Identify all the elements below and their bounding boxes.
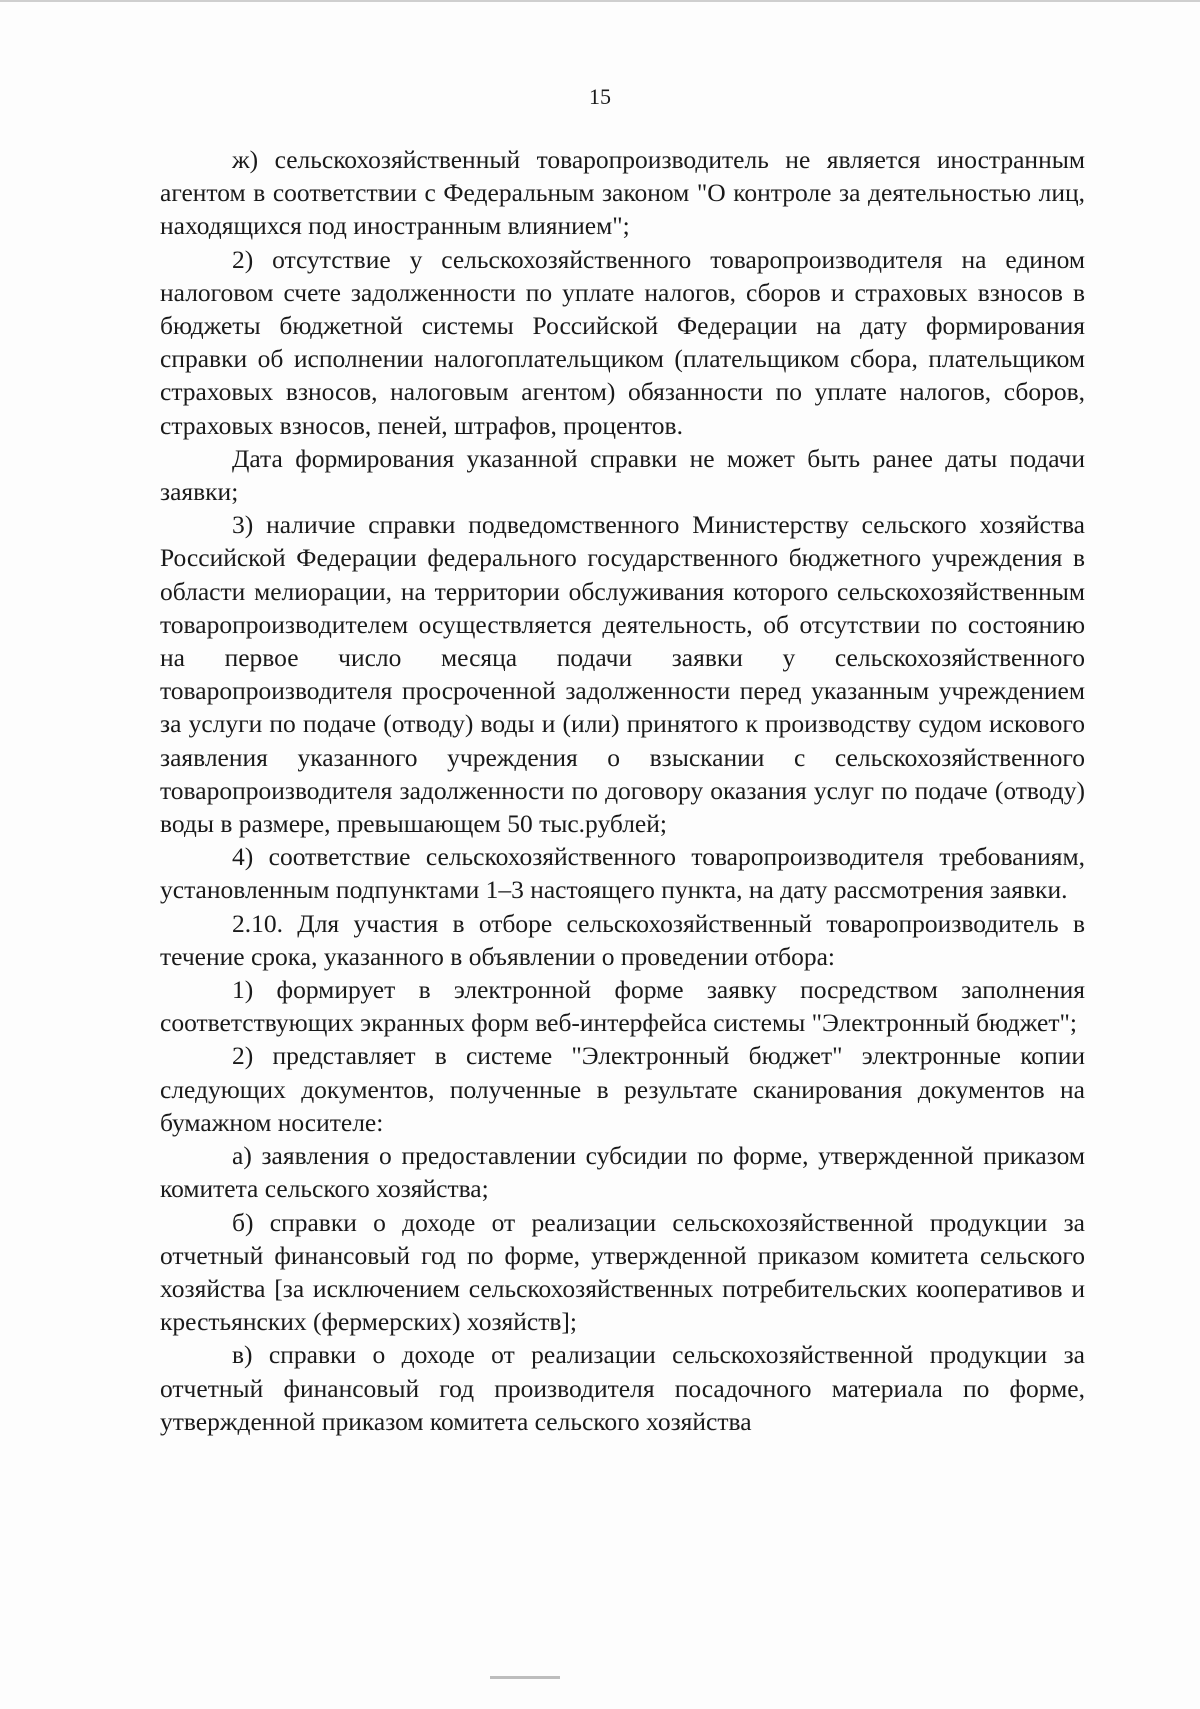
paragraph-4-compliance: 4) соответствие сельскохозяйственного товаропроизводителя требованиям, установленным подпунктами 1–3 настоящего пункта, на дату рассмотрения заявки. (160, 842, 1085, 905)
paragraph-zh: ж) сельскохозяйственный товаропроизводитель не является иностранным агентом в соответствии с Федеральным законом "О контроле за деятельностью лиц, находящихся под иностранным влиянием"; (160, 145, 1085, 241)
paragraph-v-planting-material: в) справки о доходе от реализации сельскохозяйственной продукции за отчетный финансовый год производителя посадочного материала по форме, утвержденной приказом комитета сельского хозяйства (160, 1340, 1085, 1436)
page-number: 15 (589, 84, 611, 109)
paragraph-1-application-form: 1) формирует в электронной форме заявку посредством заполнения соответствующих экранных форм веб-интерфейса системы "Электронный бюджет"; (160, 975, 1085, 1038)
scan-artifact (490, 1676, 560, 1679)
paragraph-2-tax-debt: 2) отсутствие у сельскохозяйственного товаропроизводителя на едином налоговом счете задолженности по уплате налогов, сборов и страховых взносов в бюджеты бюджетной системы Российской Федерации на дату формирования справки об исполнении налогоплательщиком (плательщиком сбора, плательщиком страховых взносов, налоговым агентом) обязанности по уплате налогов, сборов, страховых взносов, пеней, штрафов, процентов. (160, 244, 1085, 440)
paragraph-2-scanned-copies: 2) представляет в системе "Электронный бюджет" электронные копии следующих документов, полученные в результате сканирования документов на бумажном носителе: (160, 1041, 1085, 1137)
document-body (160, 143, 1085, 1438)
scan-edge-line (0, 0, 1200, 2)
paragraph-2-10-participation: 2.10. Для участия в отборе сельскохозяйственный товаропроизводитель в течение срока, указанного в объявлении о проведении отбора: (160, 908, 1085, 971)
paragraph-certificate-date: Дата формирования указанной справки не может быть ранее даты подачи заявки; (160, 443, 1085, 507)
paragraph-3-melioration: 3) наличие справки подведомственного Министерству сельского хозяйства Российской Федерации федерального государственного бюджетного учреждения в области мелиорации, на территории обслуживания которого сельскохозяйственным товаропроизводителем осуществляется деятельность, об отсутствии по состоянию на первое число месяца подачи заявки у сельскохозяйственного товаропроизводителя просроченной задолженности перед указанным учреждением за услуги по подаче (отводу) воды и (или) принятого к производству судом искового заявления указанного учреждения о взыскании с сельскохозяйственного товаропроизводителя задолженности по договору оказания услуг по подаче (отводу) воды в размере, превышающем 50 тыс.рублей; (160, 510, 1085, 839)
paragraph-a-subsidy-request: а) заявления о предоставлении субсидии по форме, утвержденной приказом комитета сельского хозяйства; (160, 1141, 1085, 1204)
paragraph-b-income-certificate: б) справки о доходе от реализации сельскохозяйственной продукции за отчетный финансовый год по форме, утвержденной приказом комитета сельского хозяйства [за исключением сельскохозяйственных потребительских кооперативов и крестьянских (фермерских) хозяйств]; (160, 1207, 1085, 1337)
